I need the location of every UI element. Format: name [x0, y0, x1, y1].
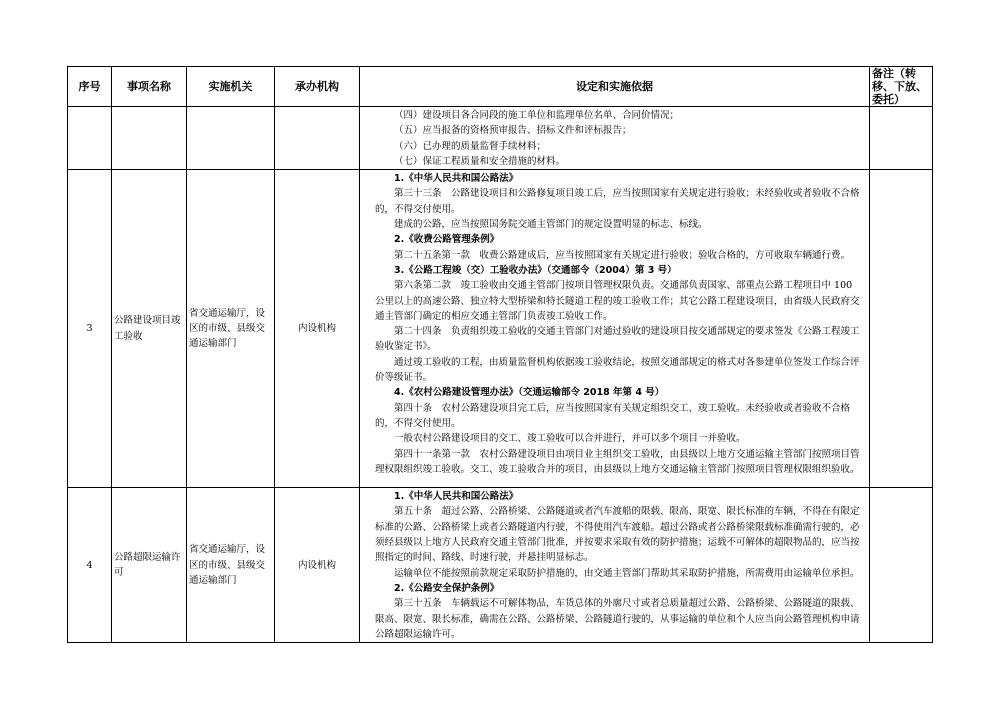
law-title: 4.《农村公路建设管理办法》（交通运输部令 2018 年第 4 号） [394, 387, 665, 399]
header-note: 备注（转移、下放、委托） [870, 67, 933, 107]
unit-cell: 内设机构 [275, 170, 360, 488]
header-unit: 承办机构 [275, 67, 360, 107]
table-row-continued [68, 107, 933, 170]
law-article: 第三十三条 公路建设项目和公路修复项目竣工后，应当按照国家有关规定进行验收；未经验收或者验收不合格的，不得交付使用。 [375, 188, 860, 215]
table-row-4 [68, 488, 933, 643]
law-article: 第二十四条 负责组织竣工验收的交通主管部门对通过验收的建设项目按交通部规定的要求签发《公路工程竣工验收鉴定书》。 [375, 326, 860, 353]
agency-cell [187, 107, 275, 170]
seq-cell [68, 107, 112, 170]
unit-cell: 内设机构 [275, 488, 360, 643]
header-seq: 序号 [68, 67, 112, 107]
law-title: 2.《收费公路管理条例》 [394, 234, 500, 246]
header-agency: 实施机关 [187, 67, 275, 107]
law-title: 3.《公路工程竣（交）工验收办法》（交通部令（2004）第 3 号） [394, 264, 677, 276]
law-article: 一般农村公路建设项目的交工、竣工验收可以合并进行，并可以多个项目一并验收。 [394, 433, 746, 445]
seq-cell: 4 [68, 488, 112, 643]
law-article: 第二十五条第一款 收费公路建成后，应当按照国家有关规定进行验收；验收合格的，方可收取车辆通行费。 [394, 249, 851, 261]
list-item: （四）建设项目各合同段的施工单位和监理单位名单、合同价情况； [394, 110, 680, 121]
header-item-name: 事项名称 [112, 67, 187, 107]
list-item: （六）已办理的质量监督手续材料； [394, 140, 547, 152]
item-cell [112, 107, 187, 170]
basis-cell [360, 488, 870, 643]
law-article: 第四十条 农村公路建设项目完工后，应当按照国家有关规定组织交工、竣工验收。未经验收或者验收不合格的，不得交付使用。 [375, 402, 851, 429]
note-cell [870, 170, 933, 488]
header-basis: 设定和实施依据 [360, 67, 870, 107]
law-title: 2.《公路安全保护条例》 [394, 582, 500, 594]
list-item: （七）保证工程质量和安全措施的材料。 [394, 155, 566, 167]
law-title: 1.《中华人民共和国公路法》 [394, 173, 519, 185]
agency-cell: 省交通运输厅，设区的市级、县级交通运输部门 [187, 488, 275, 643]
law-article: 第三十五条 车辆载运不可解体物品，车货总体的外廓尺寸或者总质量超过公路、公路桥梁、公路隧道的限载、限高、限宽、限长标准，确需在公路、公路桥梁、公路隧道行驶的，从事运输的单位和个人应当向公路管理机构申请公路超限运输许可。 [375, 598, 860, 640]
header-row [68, 67, 933, 107]
law-article: 第五十条 超过公路、公路桥梁、公路隧道或者汽车渡船的限载、限高、限宽、限长标准的车辆，不得在有限定标准的公路、公路桥梁上或者公路隧道内行驶，不得使用汽车渡船。超过公路或者公路桥梁限载标准确需行驶的，必须经县级以上地方人民政府交通主管部门批准，并按要求采取有效的防护措施；运载不可解体的超限物品的，应当按照指定的时间、路线、时速行驶，并悬挂明显标志。 [375, 506, 860, 564]
services-table [67, 66, 933, 643]
item-cell: 公路建设项目竣工验收 [112, 170, 187, 488]
seq-cell: 3 [68, 170, 112, 488]
note-cell [870, 107, 933, 170]
item-cell: 公路超限运输许可 [112, 488, 187, 643]
law-article: 第四十一条第一款 农村公路建设项目由项目业主组织交工验收，由县级以上地方交通运输主管部门按照项目管理权限组织竣工验收。交工、竣工验收合并的项目，由县级以上地方交通运输主管部门按照项目管理权限组织验收。 [375, 448, 860, 475]
basis-cell [360, 107, 870, 170]
unit-cell [275, 107, 360, 170]
agency-cell: 省交通运输厅，设区的市级、县级交通运输部门 [187, 170, 275, 488]
table-row-3 [68, 170, 933, 488]
law-article: 第六条第二款 竣工验收由交通主管部门按项目管理权限负责。交通部负责国家、部重点公路工程项目中 100 公里以上的高速公路、独立特大型桥梁和特长隧道工程的竣工验收工作；其它公路工程建设项目，由省级人民政府交通主管部门确定的相应交通主管部门负责竣工验收工作。 [375, 280, 860, 322]
law-title: 1.《中华人民共和国公路法》 [394, 491, 519, 503]
basis-cell [360, 170, 870, 488]
law-article: 通过竣工验收的工程，由质量监督机构依据竣工验收结论，按照交通部规定的格式对各参建单位签发工作综合评价等级证书。 [375, 356, 860, 384]
law-article: 运输单位不能按照前款规定采取防护措施的，由交通主管部门帮助其采取防护措施，所需费用由运输单位承担。 [394, 567, 860, 579]
list-item: （五）应当报备的资格预审报告、招标文件和评标报告； [394, 125, 632, 137]
law-article: 建成的公路，应当按照国务院交通主管部门的规定设置明显的标志、标线。 [394, 219, 708, 231]
note-cell [870, 488, 933, 643]
